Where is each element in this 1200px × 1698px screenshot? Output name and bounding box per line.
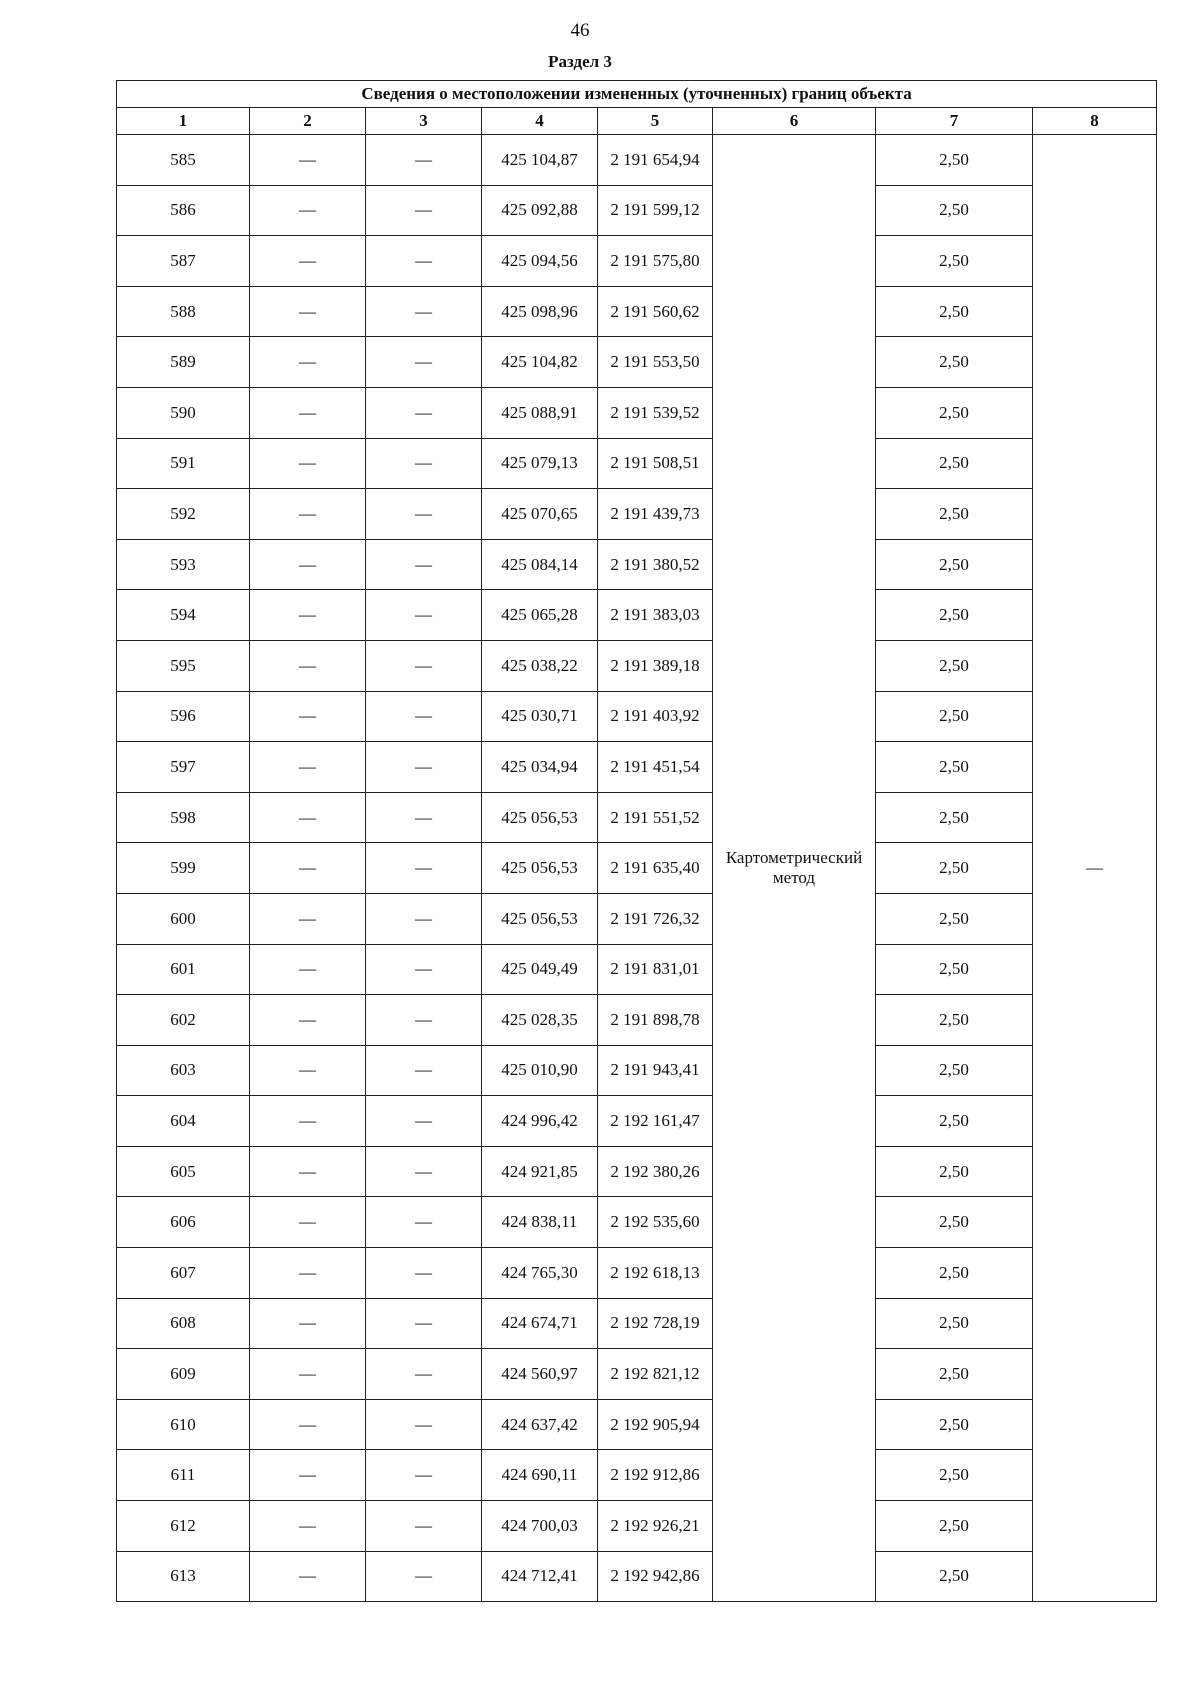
column-2-cell: —	[250, 1450, 366, 1501]
column-2-cell: —	[250, 640, 366, 691]
column-3-cell: —	[366, 1501, 482, 1552]
column-2-cell: —	[250, 944, 366, 995]
column-3-cell: —	[366, 1045, 482, 1096]
point-number-cell: 588	[117, 286, 250, 337]
accuracy-cell: 2,50	[876, 792, 1033, 843]
accuracy-cell: 2,50	[876, 387, 1033, 438]
x-coordinate-cell: 425 056,53	[482, 893, 598, 944]
x-coordinate-cell: 425 038,22	[482, 640, 598, 691]
column-8-cell: —	[1033, 135, 1157, 1602]
column-header-6: 6	[713, 108, 876, 135]
point-number-cell: 610	[117, 1399, 250, 1450]
table-row	[117, 590, 1157, 641]
y-coordinate-cell: 2 191 654,94	[598, 135, 713, 186]
accuracy-cell: 2,50	[876, 1450, 1033, 1501]
column-3-cell: —	[366, 691, 482, 742]
column-3-cell: —	[366, 489, 482, 540]
x-coordinate-cell: 425 056,53	[482, 843, 598, 894]
x-coordinate-cell: 425 065,28	[482, 590, 598, 641]
column-2-cell: —	[250, 1399, 366, 1450]
x-coordinate-cell: 425 084,14	[482, 539, 598, 590]
x-coordinate-cell: 425 010,90	[482, 1045, 598, 1096]
x-coordinate-cell: 425 056,53	[482, 792, 598, 843]
method-cell: Картометрический метод	[713, 135, 876, 1602]
table-row	[117, 489, 1157, 540]
column-2-cell: —	[250, 1349, 366, 1400]
table-row	[117, 995, 1157, 1046]
x-coordinate-cell: 425 094,56	[482, 236, 598, 287]
table-row	[117, 1349, 1157, 1400]
column-header-2: 2	[250, 108, 366, 135]
column-3-cell: —	[366, 742, 482, 793]
table-header-row	[117, 108, 1157, 135]
column-2-cell: —	[250, 1501, 366, 1552]
y-coordinate-cell: 2 191 551,52	[598, 792, 713, 843]
column-2-cell: —	[250, 1298, 366, 1349]
point-number-cell: 604	[117, 1096, 250, 1147]
point-number-cell: 601	[117, 944, 250, 995]
column-header-1: 1	[117, 108, 250, 135]
column-2-cell: —	[250, 489, 366, 540]
column-3-cell: —	[366, 337, 482, 388]
x-coordinate-cell: 424 637,42	[482, 1399, 598, 1450]
table-row	[117, 1501, 1157, 1552]
point-number-cell: 611	[117, 1450, 250, 1501]
column-2-cell: —	[250, 1096, 366, 1147]
y-coordinate-cell: 2 192 942,86	[598, 1551, 713, 1602]
x-coordinate-cell: 424 921,85	[482, 1146, 598, 1197]
column-3-cell: —	[366, 1298, 482, 1349]
table-row	[117, 337, 1157, 388]
point-number-cell: 596	[117, 691, 250, 742]
column-2-cell: —	[250, 1146, 366, 1197]
accuracy-cell: 2,50	[876, 1551, 1033, 1602]
column-2-cell: —	[250, 995, 366, 1046]
accuracy-cell: 2,50	[876, 1349, 1033, 1400]
boundary-table	[116, 80, 1157, 1602]
column-2-cell: —	[250, 337, 366, 388]
x-coordinate-cell: 424 765,30	[482, 1248, 598, 1299]
table-row	[117, 1248, 1157, 1299]
point-number-cell: 607	[117, 1248, 250, 1299]
accuracy-cell: 2,50	[876, 1096, 1033, 1147]
column-2-cell: —	[250, 438, 366, 489]
accuracy-cell: 2,50	[876, 640, 1033, 691]
table-row	[117, 1450, 1157, 1501]
table-row	[117, 944, 1157, 995]
column-3-cell: —	[366, 135, 482, 186]
accuracy-cell: 2,50	[876, 337, 1033, 388]
point-number-cell: 612	[117, 1501, 250, 1552]
table-row	[117, 893, 1157, 944]
column-2-cell: —	[250, 539, 366, 590]
point-number-cell: 603	[117, 1045, 250, 1096]
table-caption: Сведения о местоположении измененных (уточненных) границ объекта	[117, 81, 1157, 108]
column-2-cell: —	[250, 1248, 366, 1299]
point-number-cell: 592	[117, 489, 250, 540]
column-3-cell: —	[366, 843, 482, 894]
point-number-cell: 590	[117, 387, 250, 438]
x-coordinate-cell: 425 104,87	[482, 135, 598, 186]
y-coordinate-cell: 2 191 553,50	[598, 337, 713, 388]
accuracy-cell: 2,50	[876, 1045, 1033, 1096]
column-2-cell: —	[250, 843, 366, 894]
column-3-cell: —	[366, 539, 482, 590]
table-row	[117, 1096, 1157, 1147]
point-number-cell: 597	[117, 742, 250, 793]
y-coordinate-cell: 2 191 943,41	[598, 1045, 713, 1096]
y-coordinate-cell: 2 191 560,62	[598, 286, 713, 337]
column-3-cell: —	[366, 1551, 482, 1602]
point-number-cell: 606	[117, 1197, 250, 1248]
column-3-cell: —	[366, 387, 482, 438]
table-row	[117, 1146, 1157, 1197]
point-number-cell: 591	[117, 438, 250, 489]
point-number-cell: 602	[117, 995, 250, 1046]
column-3-cell: —	[366, 1197, 482, 1248]
column-3-cell: —	[366, 590, 482, 641]
accuracy-cell: 2,50	[876, 286, 1033, 337]
accuracy-cell: 2,50	[876, 742, 1033, 793]
column-2-cell: —	[250, 742, 366, 793]
table-row	[117, 185, 1157, 236]
table-row	[117, 640, 1157, 691]
point-number-cell: 599	[117, 843, 250, 894]
column-3-cell: —	[366, 185, 482, 236]
x-coordinate-cell: 424 560,97	[482, 1349, 598, 1400]
y-coordinate-cell: 2 191 635,40	[598, 843, 713, 894]
y-coordinate-cell: 2 191 726,32	[598, 893, 713, 944]
column-2-cell: —	[250, 135, 366, 186]
column-header-4: 4	[482, 108, 598, 135]
y-coordinate-cell: 2 192 821,12	[598, 1349, 713, 1400]
accuracy-cell: 2,50	[876, 236, 1033, 287]
column-header-7: 7	[876, 108, 1033, 135]
x-coordinate-cell: 425 034,94	[482, 742, 598, 793]
section-title: Раздел 3	[548, 52, 612, 71]
accuracy-cell: 2,50	[876, 691, 1033, 742]
x-coordinate-cell: 424 996,42	[482, 1096, 598, 1147]
column-3-cell: —	[366, 1349, 482, 1400]
point-number-cell: 613	[117, 1551, 250, 1602]
x-coordinate-cell: 424 700,03	[482, 1501, 598, 1552]
table-row	[117, 1551, 1157, 1602]
x-coordinate-cell: 425 049,49	[482, 944, 598, 995]
table-row	[117, 843, 1157, 894]
y-coordinate-cell: 2 191 539,52	[598, 387, 713, 438]
point-number-cell: 595	[117, 640, 250, 691]
column-3-cell: —	[366, 438, 482, 489]
accuracy-cell: 2,50	[876, 539, 1033, 590]
accuracy-cell: 2,50	[876, 995, 1033, 1046]
accuracy-cell: 2,50	[876, 893, 1033, 944]
table-row	[117, 1045, 1157, 1096]
point-number-cell: 589	[117, 337, 250, 388]
accuracy-cell: 2,50	[876, 185, 1033, 236]
column-2-cell: —	[250, 1551, 366, 1602]
column-3-cell: —	[366, 236, 482, 287]
y-coordinate-cell: 2 191 599,12	[598, 185, 713, 236]
column-2-cell: —	[250, 1197, 366, 1248]
column-3-cell: —	[366, 286, 482, 337]
y-coordinate-cell: 2 191 575,80	[598, 236, 713, 287]
column-3-cell: —	[366, 1450, 482, 1501]
accuracy-cell: 2,50	[876, 1399, 1033, 1450]
x-coordinate-cell: 425 030,71	[482, 691, 598, 742]
table-row	[117, 286, 1157, 337]
table-caption-row	[117, 81, 1157, 108]
accuracy-cell: 2,50	[876, 489, 1033, 540]
y-coordinate-cell: 2 192 905,94	[598, 1399, 713, 1450]
point-number-cell: 600	[117, 893, 250, 944]
y-coordinate-cell: 2 191 380,52	[598, 539, 713, 590]
column-2-cell: —	[250, 691, 366, 742]
table-row	[117, 438, 1157, 489]
y-coordinate-cell: 2 191 451,54	[598, 742, 713, 793]
table-row	[117, 236, 1157, 287]
column-3-cell: —	[366, 995, 482, 1046]
point-number-cell: 587	[117, 236, 250, 287]
table-row	[117, 792, 1157, 843]
accuracy-cell: 2,50	[876, 135, 1033, 186]
x-coordinate-cell: 425 079,13	[482, 438, 598, 489]
y-coordinate-cell: 2 191 403,92	[598, 691, 713, 742]
column-2-cell: —	[250, 286, 366, 337]
accuracy-cell: 2,50	[876, 843, 1033, 894]
x-coordinate-cell: 425 098,96	[482, 286, 598, 337]
table-row	[117, 742, 1157, 793]
table-body	[117, 135, 1157, 1602]
point-number-cell: 609	[117, 1349, 250, 1400]
y-coordinate-cell: 2 191 383,03	[598, 590, 713, 641]
y-coordinate-cell: 2 192 728,19	[598, 1298, 713, 1349]
column-3-cell: —	[366, 1146, 482, 1197]
point-number-cell: 605	[117, 1146, 250, 1197]
y-coordinate-cell: 2 191 831,01	[598, 944, 713, 995]
column-2-cell: —	[250, 1045, 366, 1096]
column-2-cell: —	[250, 387, 366, 438]
column-2-cell: —	[250, 792, 366, 843]
accuracy-cell: 2,50	[876, 1146, 1033, 1197]
point-number-cell: 598	[117, 792, 250, 843]
accuracy-cell: 2,50	[876, 590, 1033, 641]
column-header-5: 5	[598, 108, 713, 135]
accuracy-cell: 2,50	[876, 1501, 1033, 1552]
page-number: 46	[570, 20, 590, 41]
column-3-cell: —	[366, 1248, 482, 1299]
x-coordinate-cell: 425 088,91	[482, 387, 598, 438]
x-coordinate-cell: 424 712,41	[482, 1551, 598, 1602]
y-coordinate-cell: 2 192 161,47	[598, 1096, 713, 1147]
column-3-cell: —	[366, 640, 482, 691]
table-row	[117, 1399, 1157, 1450]
point-number-cell: 594	[117, 590, 250, 641]
point-number-cell: 586	[117, 185, 250, 236]
accuracy-cell: 2,50	[876, 944, 1033, 995]
accuracy-cell: 2,50	[876, 1197, 1033, 1248]
accuracy-cell: 2,50	[876, 1298, 1033, 1349]
table-row	[117, 387, 1157, 438]
x-coordinate-cell: 425 070,65	[482, 489, 598, 540]
y-coordinate-cell: 2 192 380,26	[598, 1146, 713, 1197]
column-3-cell: —	[366, 1399, 482, 1450]
column-3-cell: —	[366, 893, 482, 944]
column-header-8: 8	[1033, 108, 1157, 135]
x-coordinate-cell: 425 092,88	[482, 185, 598, 236]
y-coordinate-cell: 2 192 926,21	[598, 1501, 713, 1552]
table-row	[117, 1298, 1157, 1349]
table-row	[117, 1197, 1157, 1248]
table-row	[117, 539, 1157, 590]
column-3-cell: —	[366, 792, 482, 843]
column-3-cell: —	[366, 944, 482, 995]
y-coordinate-cell: 2 191 389,18	[598, 640, 713, 691]
column-2-cell: —	[250, 236, 366, 287]
x-coordinate-cell: 424 674,71	[482, 1298, 598, 1349]
point-number-cell: 593	[117, 539, 250, 590]
y-coordinate-cell: 2 192 912,86	[598, 1450, 713, 1501]
y-coordinate-cell: 2 191 508,51	[598, 438, 713, 489]
accuracy-cell: 2,50	[876, 438, 1033, 489]
x-coordinate-cell: 425 104,82	[482, 337, 598, 388]
y-coordinate-cell: 2 191 898,78	[598, 995, 713, 1046]
column-2-cell: —	[250, 185, 366, 236]
y-coordinate-cell: 2 192 535,60	[598, 1197, 713, 1248]
accuracy-cell: 2,50	[876, 1248, 1033, 1299]
x-coordinate-cell: 425 028,35	[482, 995, 598, 1046]
column-2-cell: —	[250, 590, 366, 641]
column-header-3: 3	[366, 108, 482, 135]
point-number-cell: 585	[117, 135, 250, 186]
point-number-cell: 608	[117, 1298, 250, 1349]
x-coordinate-cell: 424 838,11	[482, 1197, 598, 1248]
column-3-cell: —	[366, 1096, 482, 1147]
y-coordinate-cell: 2 191 439,73	[598, 489, 713, 540]
column-2-cell: —	[250, 893, 366, 944]
x-coordinate-cell: 424 690,11	[482, 1450, 598, 1501]
table-row	[117, 135, 1157, 186]
table-row	[117, 691, 1157, 742]
y-coordinate-cell: 2 192 618,13	[598, 1248, 713, 1299]
